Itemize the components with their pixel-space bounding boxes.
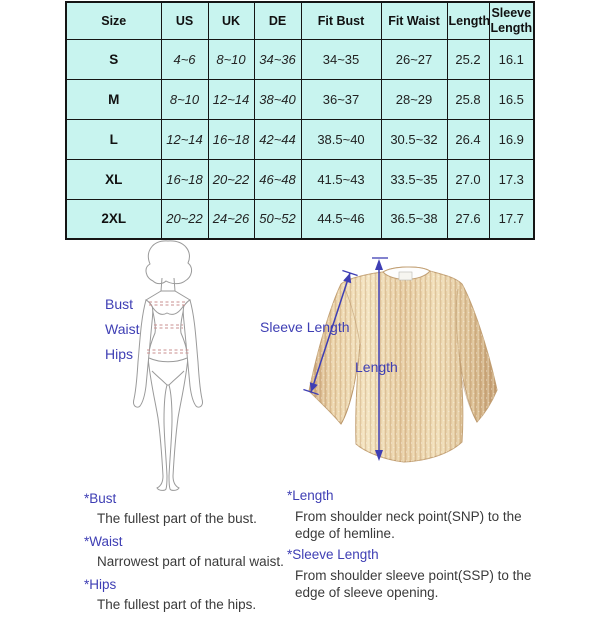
hips-term: *Hips bbox=[84, 577, 117, 592]
bust-label: Bust bbox=[105, 296, 134, 312]
column-header-uk: UK bbox=[208, 2, 254, 39]
body-measurement-figure bbox=[95, 238, 240, 496]
bust-term: *Bust bbox=[84, 491, 117, 506]
table-header-row bbox=[66, 2, 534, 39]
sleeve-length-term: *Sleeve Length bbox=[287, 547, 379, 562]
column-header-sleeve-length: Sleeve Length bbox=[489, 2, 534, 39]
column-header-us: US bbox=[161, 2, 208, 39]
sleeve-length-cell: 16.5 bbox=[489, 79, 534, 119]
size-cell: XL bbox=[66, 159, 161, 199]
table-row-l bbox=[66, 119, 534, 159]
fit-waist-cell: 28~29 bbox=[381, 79, 447, 119]
hips-label: Hips bbox=[105, 346, 134, 362]
length-cell: 27.6 bbox=[447, 199, 489, 239]
length-label: Length bbox=[355, 359, 398, 375]
sleeve-length-cell: 17.7 bbox=[489, 199, 534, 239]
uk-cell: 16~18 bbox=[208, 119, 254, 159]
fit-bust-cell: 34~35 bbox=[301, 39, 381, 79]
waist-term: *Waist bbox=[84, 534, 123, 549]
size-cell: S bbox=[66, 39, 161, 79]
sleeve-length-cell: 16.9 bbox=[489, 119, 534, 159]
waist-label: Waist bbox=[105, 321, 140, 337]
us-cell: 12~14 bbox=[161, 119, 208, 159]
uk-cell: 12~14 bbox=[208, 79, 254, 119]
us-cell: 16~18 bbox=[161, 159, 208, 199]
column-header-fit-bust: Fit Bust bbox=[301, 2, 381, 39]
length-cell: 26.4 bbox=[447, 119, 489, 159]
column-header-length: Length bbox=[447, 2, 489, 39]
column-header-de: DE bbox=[254, 2, 301, 39]
table-row-s bbox=[66, 39, 534, 79]
fit-waist-cell: 33.5~35 bbox=[381, 159, 447, 199]
fit-bust-cell: 41.5~43 bbox=[301, 159, 381, 199]
sleeve-length-definition-line2: edge of sleeve opening. bbox=[295, 585, 439, 600]
de-cell: 38~40 bbox=[254, 79, 301, 119]
us-cell: 20~22 bbox=[161, 199, 208, 239]
table-row-m bbox=[66, 79, 534, 119]
fit-waist-cell: 26~27 bbox=[381, 39, 447, 79]
de-cell: 42~44 bbox=[254, 119, 301, 159]
definitions-right bbox=[287, 488, 547, 601]
us-cell: 4~6 bbox=[161, 39, 208, 79]
fit-bust-cell: 38.5~40 bbox=[301, 119, 381, 159]
sleeve-length-label: Sleeve Length bbox=[260, 319, 350, 335]
table-row-2xl bbox=[66, 199, 534, 239]
uk-cell: 8~10 bbox=[208, 39, 254, 79]
size-cell: 2XL bbox=[66, 199, 161, 239]
fit-waist-cell: 30.5~32 bbox=[381, 119, 447, 159]
column-header-fit-waist: Fit Waist bbox=[381, 2, 447, 39]
length-cell: 25.8 bbox=[447, 79, 489, 119]
sleeve-length-cell: 16.1 bbox=[489, 39, 534, 79]
us-cell: 8~10 bbox=[161, 79, 208, 119]
length-cell: 25.2 bbox=[447, 39, 489, 79]
fit-bust-cell: 44.5~46 bbox=[301, 199, 381, 239]
de-cell: 46~48 bbox=[254, 159, 301, 199]
de-cell: 50~52 bbox=[254, 199, 301, 239]
size-cell: M bbox=[66, 79, 161, 119]
fit-bust-cell: 36~37 bbox=[301, 79, 381, 119]
sleeve-length-definition-line1: From shoulder sleeve point(SSP) to the bbox=[295, 568, 532, 583]
neck-tag bbox=[399, 272, 412, 280]
definitions-left bbox=[84, 491, 294, 620]
hips-definition: The fullest part of the hips. bbox=[97, 597, 257, 612]
length-term: *Length bbox=[287, 488, 334, 503]
fit-waist-cell: 36.5~38 bbox=[381, 199, 447, 239]
size-chart-table bbox=[65, 1, 535, 240]
sleeve-length-cell: 17.3 bbox=[489, 159, 534, 199]
length-cell: 27.0 bbox=[447, 159, 489, 199]
uk-cell: 24~26 bbox=[208, 199, 254, 239]
table-row-xl bbox=[66, 159, 534, 199]
size-cell: L bbox=[66, 119, 161, 159]
bust-definition: The fullest part of the bust. bbox=[97, 511, 257, 526]
column-header-size: Size bbox=[66, 2, 161, 39]
length-definition-line2: edge of hemline. bbox=[295, 526, 395, 541]
waist-definition: Narrowest part of natural waist. bbox=[97, 554, 284, 569]
uk-cell: 20~22 bbox=[208, 159, 254, 199]
length-definition-line1: From shoulder neck point(SNP) to the bbox=[295, 509, 522, 524]
de-cell: 34~36 bbox=[254, 39, 301, 79]
